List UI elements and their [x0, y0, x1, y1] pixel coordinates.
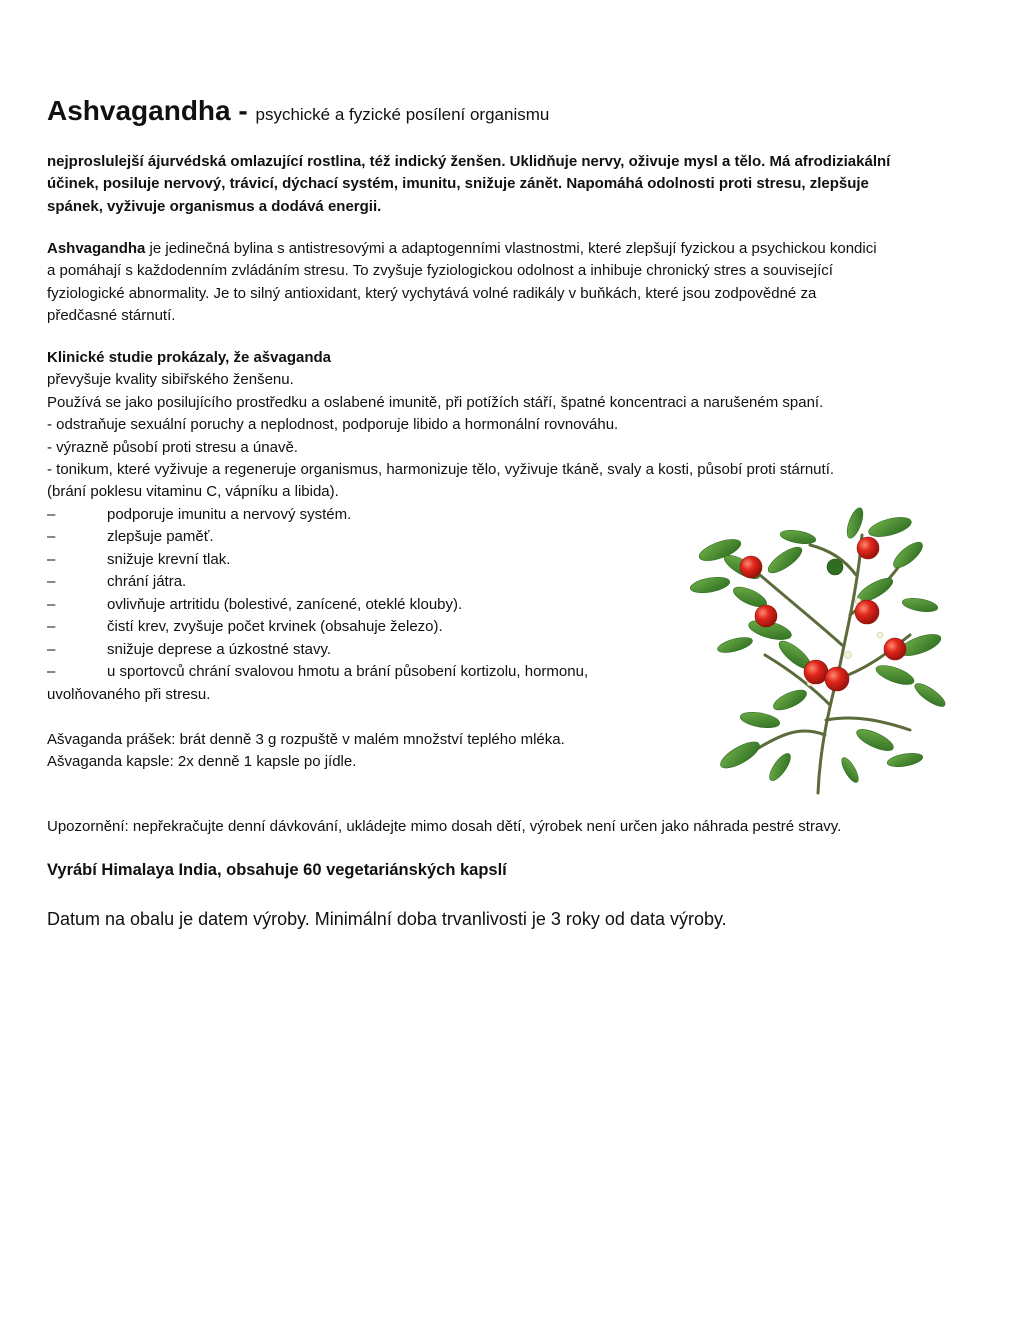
intro-line: nejproslulejší ájurvédská omlazující rostlina, též indický ženšen. Uklidňuje nervy, oživuje mysl a tělo. Má afrodiziakální: [47, 153, 891, 170]
description-paragraph: [47, 238, 972, 328]
studies-line: - výrazně působí proti stresu a únavě.: [47, 438, 298, 456]
studies-line: - tonikum, které vyživuje a regeneruje organismus, harmonizuje tělo, vyživuje tkáně, svaly a kosti, působí proti stárnutí.: [47, 461, 835, 479]
bullet-marker: –: [47, 528, 56, 545]
title-subtitle: psychické a fyzické posílení organismu: [255, 105, 550, 124]
list-continuation: uvolňovaného při stresu.: [47, 686, 211, 703]
list-item: snižuje krevní tlak.: [107, 551, 231, 568]
title-main: Ashvagandha -: [47, 95, 256, 126]
berry: [740, 556, 762, 578]
list-item: chrání játra.: [107, 573, 187, 590]
studies-line: (brání poklesu vitaminu C, vápníku a libida).: [47, 483, 339, 501]
bullet-marker: –: [47, 663, 56, 680]
maker-info: Vyrábí Himalaya India, obsahuje 60 vegetariánských kapslí: [47, 861, 507, 879]
berry: [855, 600, 879, 624]
page-title: [47, 92, 549, 134]
bullet-marker: –: [47, 618, 56, 635]
list-item: snižuje deprese a úzkostné stavy.: [107, 641, 332, 658]
ashwagandha-plant-illustration: [680, 505, 950, 795]
description-line: a pomáhají s každodenním zvládáním stresu. To zvyšuje fyziologickou odolnost a inhibuje chronický stres a související: [47, 262, 833, 280]
date-info: Datum na obalu je datem výroby. Minimální doba trvanlivosti je 3 roky od data výroby.: [47, 909, 727, 929]
studies-section: [47, 347, 972, 504]
list-item: zlepšuje paměť.: [107, 528, 214, 545]
list-item: u sportovců chrání svalovou hmotu a brání působení kortizolu, hormonu,: [107, 663, 589, 680]
list-item: ovlivňuje artritidu (bolestivé, zanícené, oteklé klouby).: [107, 596, 463, 613]
berry: [884, 638, 906, 660]
dosage-powder: Ašvaganda prášek: brát denně 3 g rozpuště v malém množství teplého mléka.: [47, 731, 565, 748]
studies-line: převyšuje kvality sibiřského ženšenu.: [47, 371, 294, 389]
dosage-capsule: Ašvaganda kapsle: 2x denně 1 kapsle po jídle.: [47, 753, 357, 771]
bullet-marker: –: [47, 596, 56, 613]
warning-text: Upozornění: nepřekračujte denní dávkování, ukládejte mimo dosah dětí, výrobek není určen jako náhrada pestré stravy.: [47, 818, 842, 835]
list-item: podporuje imunitu a nervový systém.: [107, 506, 352, 523]
unripe-berry: [827, 559, 843, 575]
bullet-marker: –: [47, 641, 56, 658]
berry: [825, 667, 849, 691]
description-line1-rest: je jedinečná bylina s antistresovými a adaptogenními vlastnostmi, které zlepšují fyzickou a psychickou kondici: [145, 240, 877, 257]
bullet-marker: –: [47, 573, 56, 590]
studies-line: - odstraňuje sexuální poruchy a neplodnost, podporuje libido a hormonální rovnováhu.: [47, 416, 619, 434]
berry: [857, 537, 879, 559]
description-lead: Ashvagandha: [47, 240, 146, 257]
list-item: čistí krev, zvyšuje počet krvinek (obsahuje železo).: [107, 618, 443, 635]
bullet-marker: –: [47, 506, 56, 523]
intro-line: účinek, posiluje nervový, trávicí, dýchací systém, imunitu, snižuje zánět. Napomáhá odolnosti proti stresu, zlepšuje: [47, 175, 869, 193]
description-line: [47, 238, 972, 260]
bullet-marker: –: [47, 551, 56, 568]
intro-paragraph: [47, 151, 972, 218]
berry: [755, 605, 777, 627]
studies-heading: Klinické studie prokázaly, že ašvaganda: [47, 349, 332, 366]
description-line: předčasné stárnutí.: [47, 307, 176, 325]
description-line: fyziologické abnormality. Je to silný antioxidant, který vychytává volné radikály v buňkách, které jsou zodpovědné za: [47, 284, 817, 302]
studies-line: Používá se jako posilujícího prostředku a oslabené imunitě, při potížích stáří, špatné koncentraci a narušeném spaní.: [47, 393, 824, 411]
berry: [804, 660, 828, 684]
intro-line: spánek, vyživuje organismus a dodává energii.: [47, 197, 382, 215]
